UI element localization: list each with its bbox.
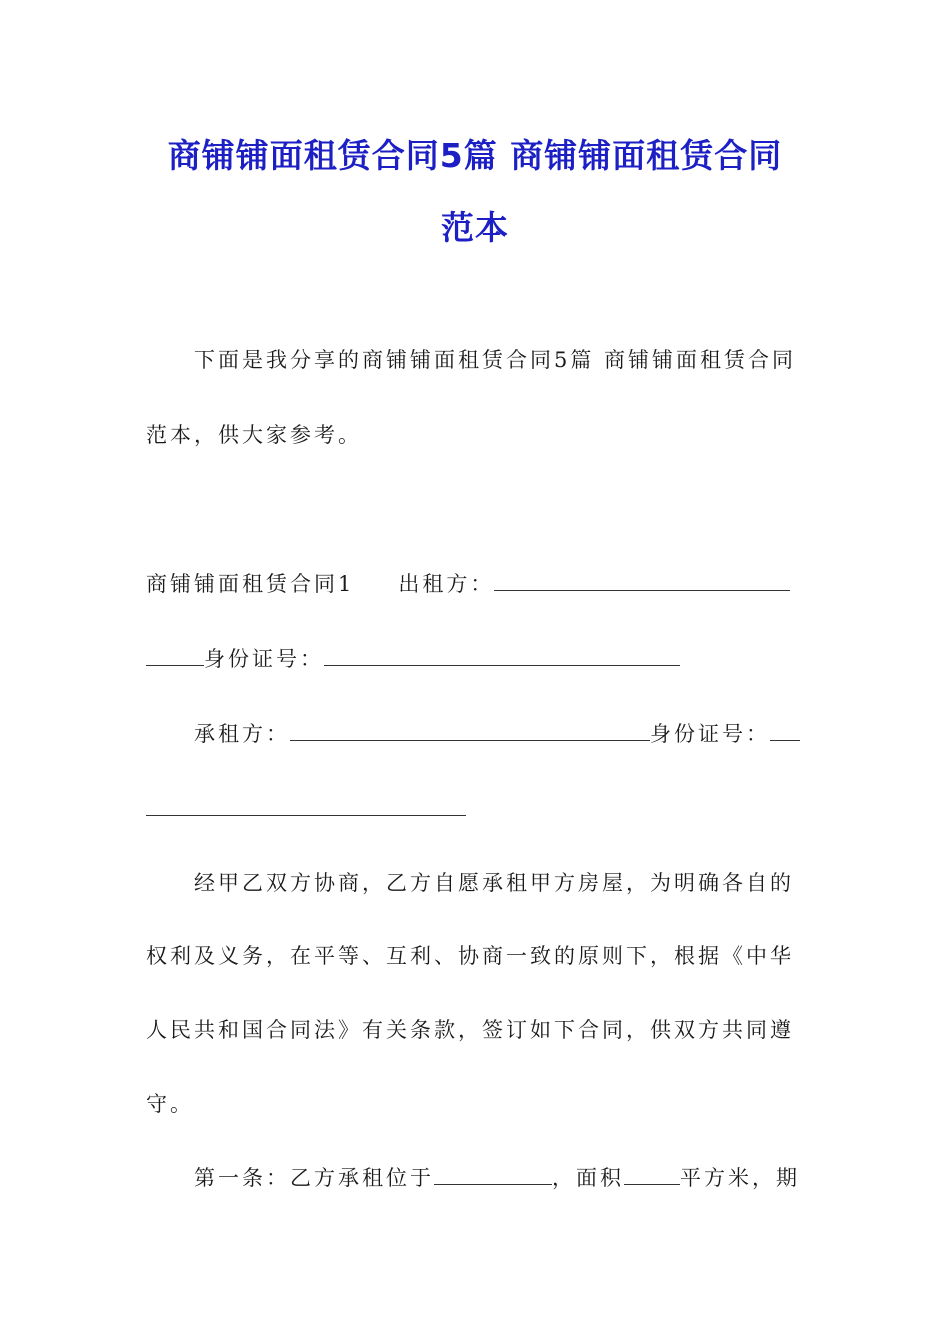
document-title-line-2: 范本 <box>441 208 509 247</box>
lessor-line <box>146 569 806 599</box>
lessor-blank-cont[interactable] <box>146 645 204 666</box>
location-blank[interactable] <box>434 1164 552 1185</box>
para1-line-3: 人民共和国合同法》有关条款，签订如下合同，供双方共同遵 <box>146 1018 794 1042</box>
article1-prefix: 第一条：乙方承租位于 <box>194 1166 434 1190</box>
intro-line-1: 下面是我分享的商铺铺面租赁合同5篇 商铺铺面租赁合同 <box>194 348 797 372</box>
lessor-id-blank[interactable] <box>324 645 680 666</box>
lessee-id-blank[interactable] <box>770 720 800 741</box>
lessee-id-cont-line <box>146 794 806 824</box>
lessee-label: 承租方： <box>194 722 290 746</box>
lessee-line <box>194 719 806 749</box>
area-blank[interactable] <box>624 1164 680 1185</box>
document-title-line-1: 商铺铺面租赁合同5篇 商铺铺面租赁合同 <box>167 136 783 175</box>
para1-line-2: 权利及义务，在平等、互利、协商一致的原则下，根据《中华 <box>146 944 794 968</box>
intro-line-2: 范本，供大家参考。 <box>146 423 362 447</box>
lessor-id-line <box>146 644 806 674</box>
lessor-blank[interactable] <box>494 570 790 591</box>
lessee-id-label: 身份证号： <box>650 722 770 746</box>
para1-line-1: 经甲乙双方协商，乙方自愿承租甲方房屋，为明确各自的 <box>194 871 794 895</box>
article1-line <box>194 1163 806 1193</box>
contract-heading: 商铺铺面租赁合同1 <box>146 572 355 596</box>
article1-mid1: ，面积 <box>552 1166 624 1190</box>
lessor-id-label: 身份证号： <box>204 647 324 671</box>
lessor-label: 出租方： <box>398 572 495 596</box>
lessee-id-blank-cont[interactable] <box>146 795 466 816</box>
article1-mid2: 平方米，期 <box>680 1166 800 1190</box>
para1-line-4: 守。 <box>146 1092 194 1116</box>
lessee-blank[interactable] <box>290 720 650 741</box>
